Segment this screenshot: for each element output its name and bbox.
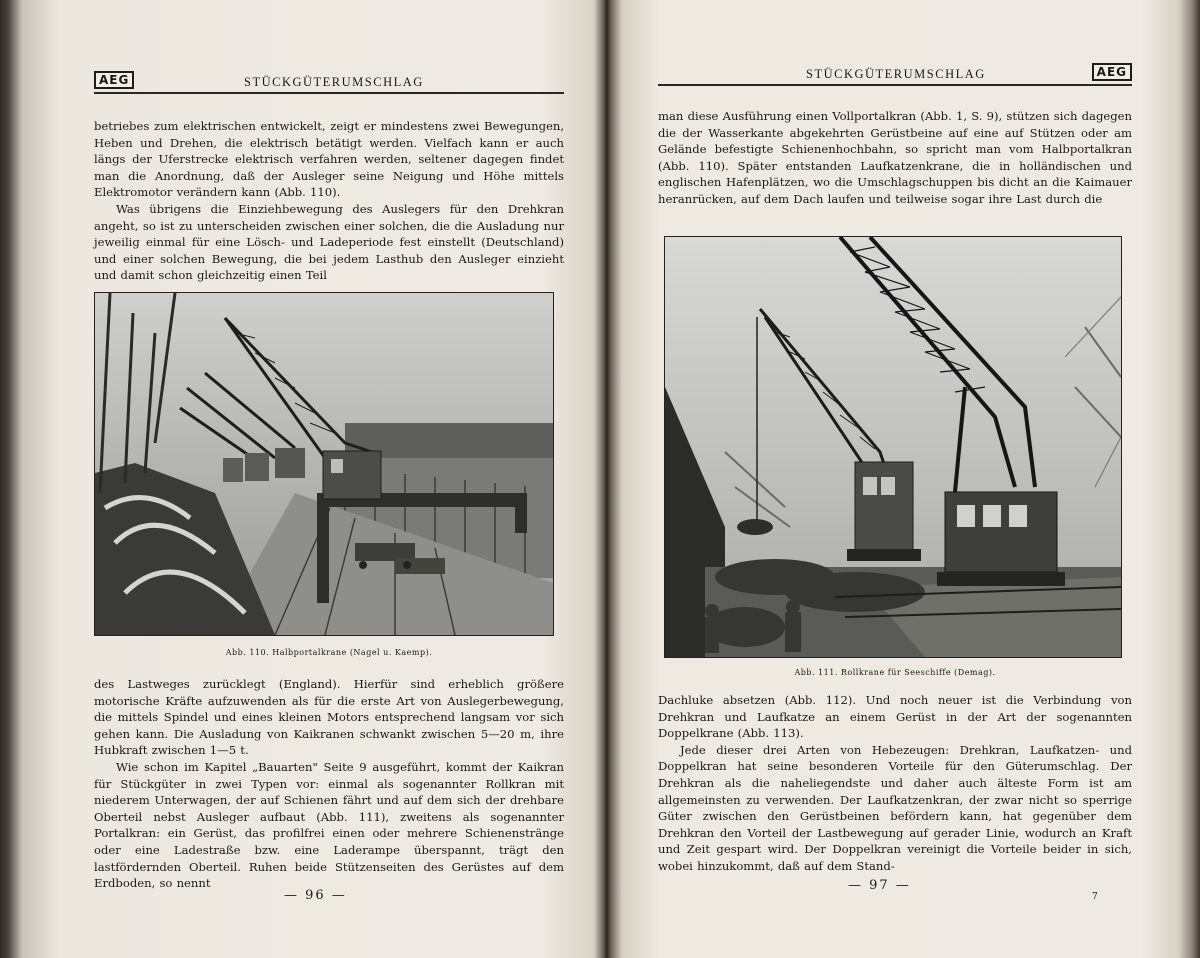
left-running-header — [94, 68, 564, 94]
half-portal-cranes-photo — [95, 293, 553, 635]
paragraph: Wie schon im Kapitel „Bauarten" Seite 9 ausgeführt, kommt der Kaikran für Stückgüter in zwei Typen vor: einmal als sogenannter Rollkran mit niederem Unterwagen, der auf Schienen fährt und auf dem sich der drehbare Oberteil nebst Ausleger aufbaut (Abb. 111), zweitens als sogenannter Portalkran: ein Gerüst, das profilfrei einen oder mehrere Schienenstränge oder eine Ladestraße bzw. eine Laderampe überspannt, trägt den lastfördernden Oberteil. Ruhen beide Stützenseiten des Gerüstes auf dem Erdboden, so nennt — [94, 759, 564, 891]
right-running-header — [658, 60, 1132, 86]
paragraph: Dachluke absetzen (Abb. 112). Und noch neuer ist die Verbindung von Drehkran und Laufkatze an einem Gerüst in der Art der sogenannten Doppelkrane (Abb. 113). — [658, 693, 1132, 741]
right-text-top — [658, 108, 1132, 208]
aeg-logo: AEG — [1092, 63, 1132, 81]
running-title: STÜCKGÜTERUMSCHLAG — [244, 75, 424, 89]
paragraph: Jede dieser drei Arten von Hebezeugen: Drehkran, Laufkatzen- und Doppelkran hat seine besonderen Vorteile für den Güterumschlag. Der Drehkran als die naheliegendste und daher auch älteste Form ist am allgemeinsten zu verwenden. Der Laufkatzenkran, der zwar nicht so sperrige Güter zwischen den Gerüstbeinen befördern kann, hat gegenüber dem Drehkran den Vorteil der Lastbewegung auf gerader Linie, wodurch an Kraft und Zeit gespart wird. Der Doppelkran vereinigt die Vorteile beider in sich, wobei hinzukommt, daß auf dem Stand- — [658, 742, 1132, 873]
roll-cranes-photo — [665, 237, 1121, 657]
page-number: — 97 — — [848, 878, 911, 893]
running-title: STÜCKGÜTERUMSCHLAG — [806, 67, 986, 81]
signature-mark: 7 — [1092, 892, 1098, 902]
paragraph: des Lastweges zurücklegt (England). Hierfür sind erheblich größere motorische Kräfte aufzuwenden als für die erste Art von Auslegerbewegung, die mittels Spindel und eines kleinen Motors entsprechend langsam vor sich gehen kann. Die Ausladung von Kaikranen schwankt zwischen 5—20 m, ihre Hubkraft zwischen 1—5 t. — [94, 677, 564, 758]
figure-caption: Abb. 111. Rollkrane für Seeschiffe (Demag). — [794, 668, 996, 677]
paragraph: betriebes zum elektrischen entwickelt, zeigt er mindestens zwei Bewegungen, Heben und Drehen, die elektrisch betätigt werden. Vielfach kann er auch längs der Uferstrecke elektrisch verfahren werden, seltener dagegen findet man die Anordnung, daß der Ausleger seine Neigung und Höhe mittels Elektromotor verändern kann (Abb. 110). — [94, 119, 564, 200]
right-page — [618, 0, 1178, 958]
aeg-logo: AEG — [94, 71, 134, 89]
left-page — [22, 0, 600, 958]
left-text-bottom — [94, 676, 564, 892]
paragraph: man diese Ausführung einen Vollportalkran (Abb. 1, S. 9), stützen sich dagegen die der Wasserkante abgekehrten Gerüstbeine auf eine auf Stützen oder am Gelände befestigte Schienenhochbahn, so spricht man vom Halbportalkran (Abb. 110). Später entstanden Laufkatzenkrane, die in holländischen und englischen Hafenplätzen, wo die Umschlagschuppen bis dicht an die Kaimauer heranrücken, auf dem Dach laufen und teilweise sogar ihre Last durch die — [658, 109, 1132, 206]
left-text-top — [94, 118, 564, 284]
page-number: — 96 — — [284, 888, 347, 903]
figure-half-portal-cranes — [94, 292, 554, 636]
paragraph: Was übrigens die Einziehbewegung des Auslegers für den Drehkran angeht, so ist zu unterscheiden zwischen einer solchen, die die Ausladung nur jeweilig einmal für eine Lösch- und Ladeperiode fest einstellt (Deutschland) und einer solchen Bewegung, die bei jedem Lasthub den Ausleger einzieht und damit schon gleichzeitig einen Teil — [94, 201, 564, 283]
figure-caption: Abb. 110. Halbportalkrane (Nagel u. Kaemp). — [225, 648, 433, 657]
figure-roll-cranes — [664, 236, 1122, 658]
right-text-bottom — [658, 692, 1132, 875]
